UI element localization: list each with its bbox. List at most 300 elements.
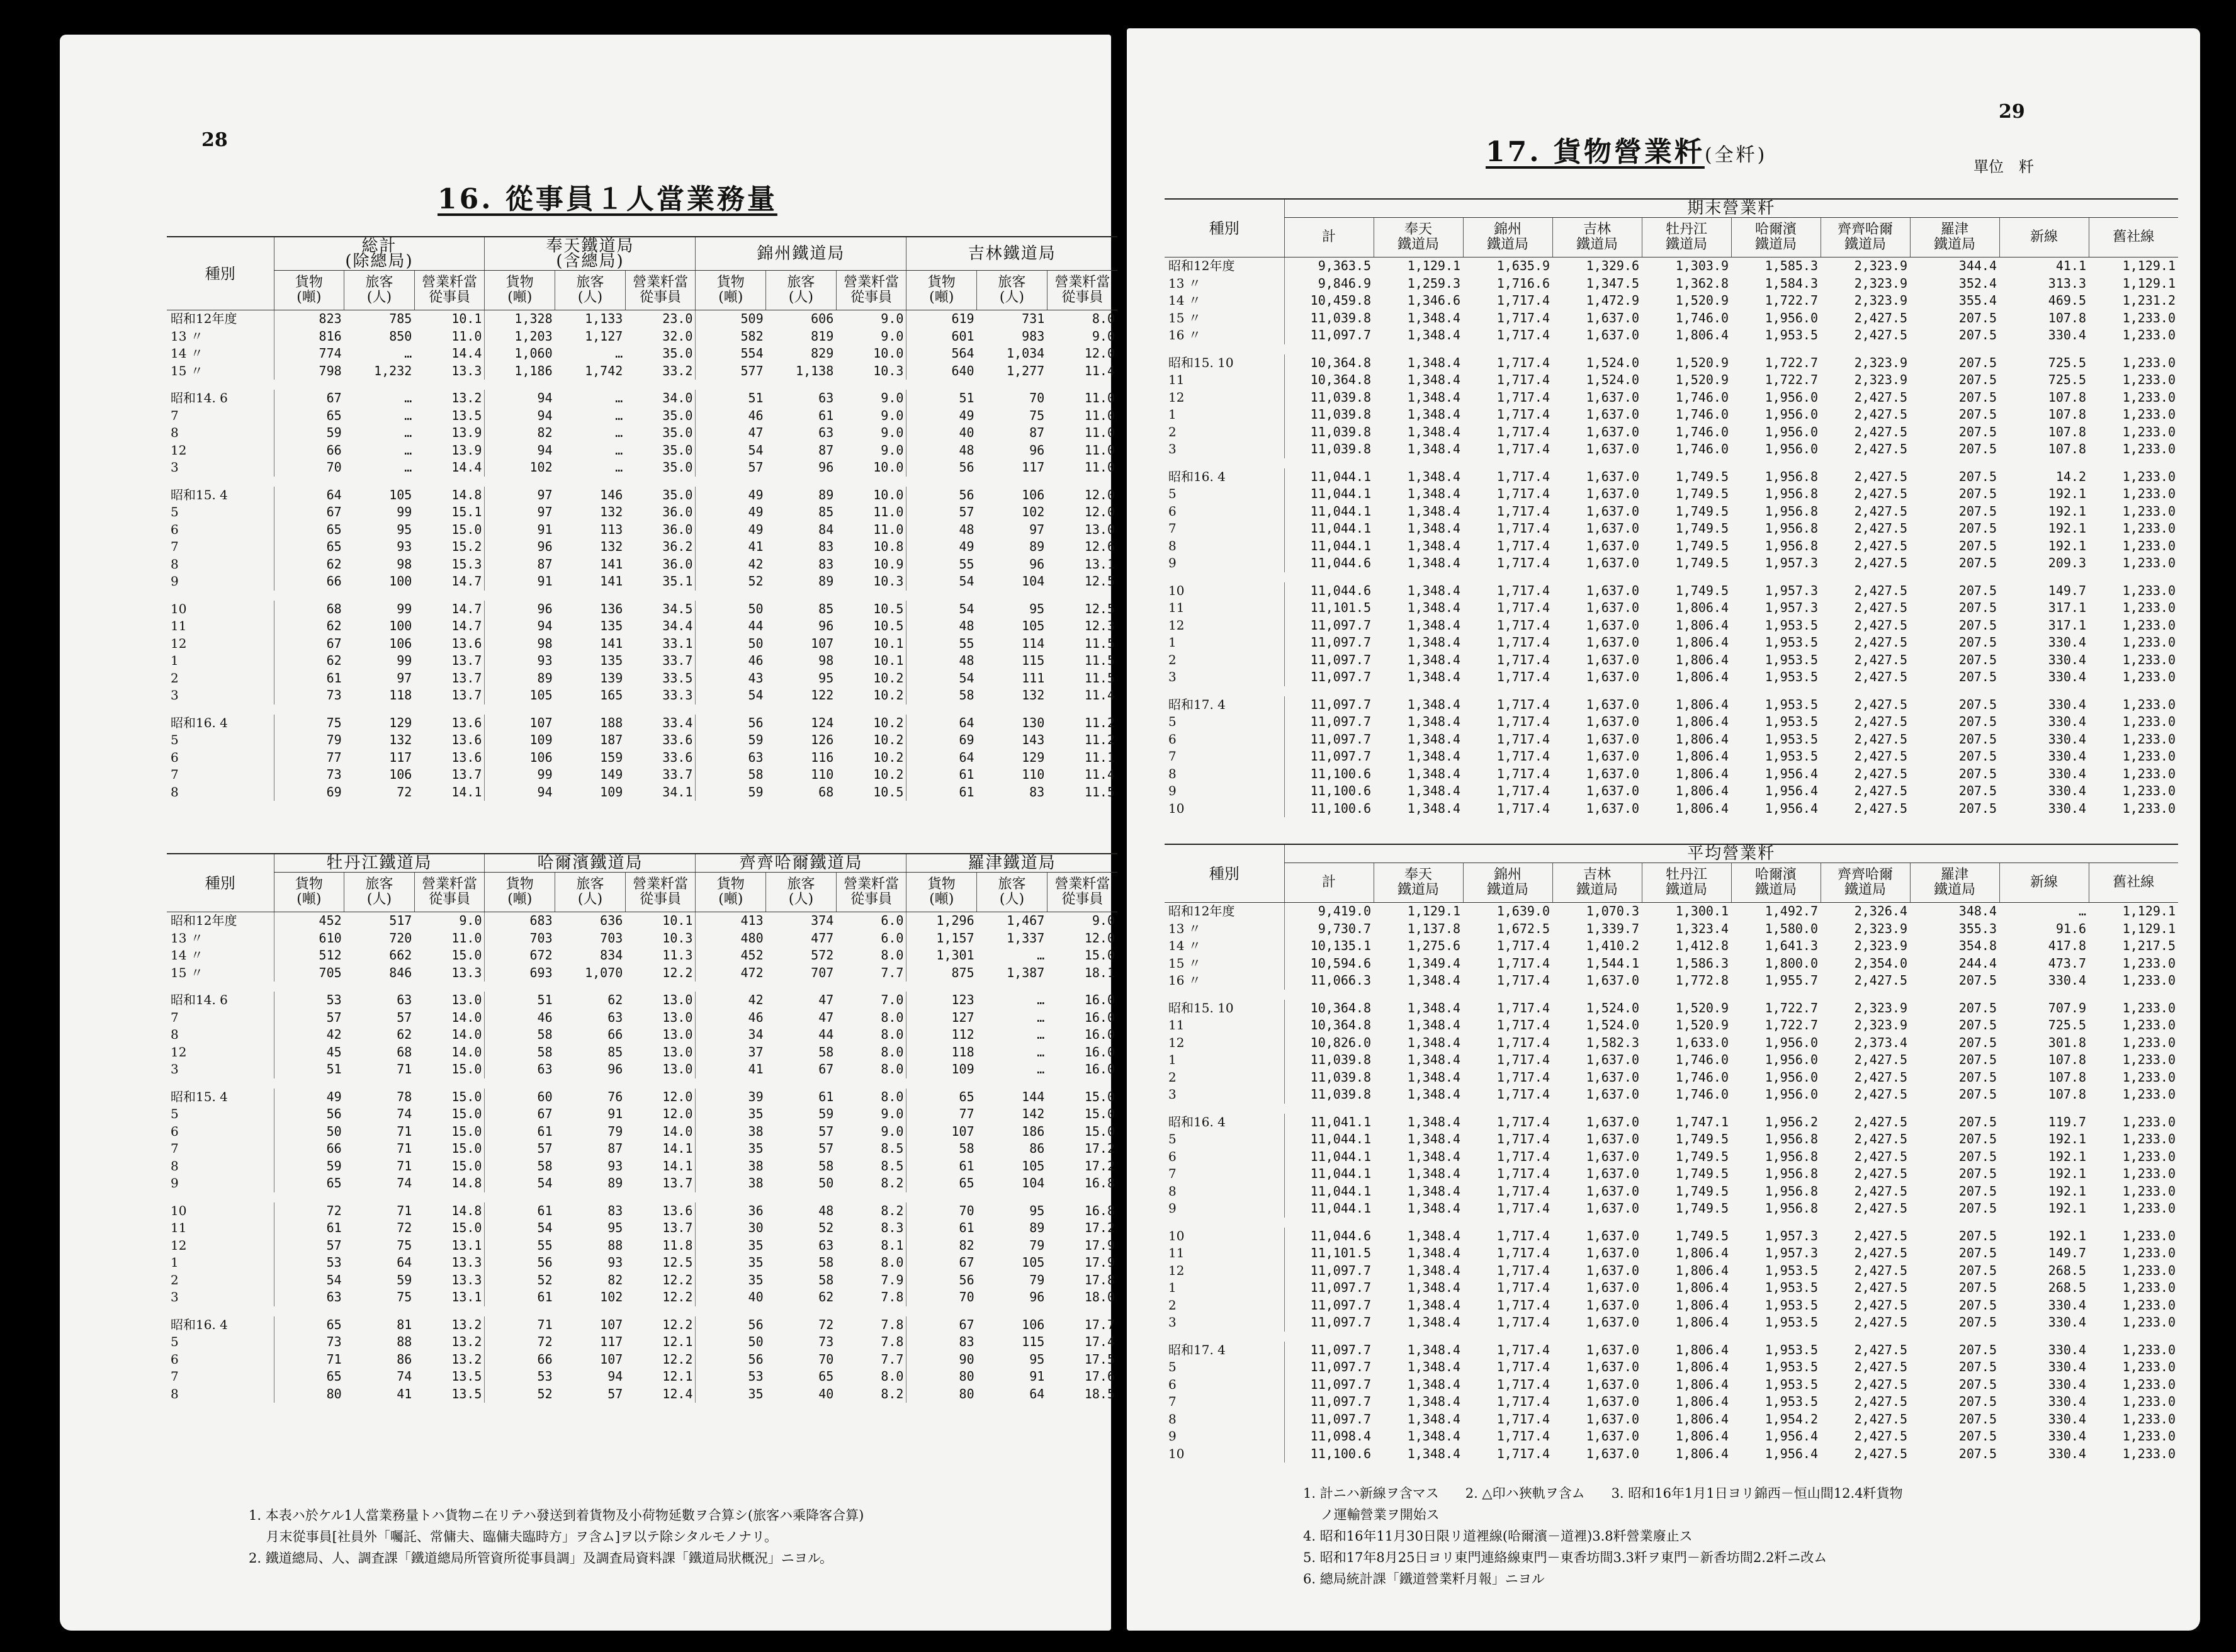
cell-value: 1,717.4 bbox=[1496, 521, 1550, 536]
table-row bbox=[167, 766, 1117, 784]
cell-value: 1,233.0 bbox=[2122, 441, 2176, 456]
cell-value: 77 bbox=[906, 1106, 977, 1123]
cell-value: 731 bbox=[1022, 311, 1045, 326]
sub-header: 貨物 (噸) bbox=[274, 873, 344, 912]
cell-value: 7.8 bbox=[881, 1289, 904, 1304]
cell-value: 12.2 bbox=[662, 1272, 693, 1287]
cell-value: 107.8 bbox=[2048, 1069, 2086, 1085]
row-label: 14 〃 bbox=[171, 948, 203, 963]
cell-value: 10,135.1 bbox=[1284, 937, 1374, 955]
cell-value: 1,520.9 bbox=[1675, 372, 1729, 387]
cell-value: 14.8 bbox=[451, 1175, 482, 1191]
column-header: 新線 bbox=[1999, 218, 2089, 257]
cell-value: 11.0 bbox=[451, 328, 482, 344]
cell-value: … bbox=[404, 407, 412, 423]
cell-value: 14.2 bbox=[2055, 468, 2086, 484]
cell-value: 9.0 bbox=[881, 442, 904, 458]
cell-value: 10,364.8 bbox=[1284, 1000, 1374, 1017]
cell-value: 1,637.0 bbox=[1586, 1394, 1639, 1409]
table-row bbox=[1165, 1376, 2178, 1394]
cell-value: 1,717.4 bbox=[1496, 372, 1550, 387]
cell-value: 7.8 bbox=[881, 1316, 904, 1332]
cell-value: 35.0 bbox=[662, 425, 693, 440]
group-header: 奉天鐵道局 (含總局) bbox=[485, 237, 696, 271]
cell-value: 11,097.7 bbox=[1284, 1314, 1374, 1332]
cell-value: 79 bbox=[607, 1123, 623, 1139]
cell-value: 14.4 bbox=[451, 460, 482, 475]
cell-value: 1,348.4 bbox=[1407, 635, 1460, 650]
cell-value: 1,585.3 bbox=[1765, 258, 1818, 273]
cell-value: 10.0 bbox=[873, 460, 904, 475]
cell-value: 57 bbox=[397, 1009, 412, 1025]
cell-value: 1,717.4 bbox=[1496, 635, 1550, 650]
cell-value: 1,637.0 bbox=[1586, 389, 1639, 405]
cell-value: 1,348.4 bbox=[1407, 1228, 1460, 1243]
cell-value: 1,637.0 bbox=[1586, 1087, 1639, 1102]
cell-value: 1,410.2 bbox=[1586, 938, 1639, 953]
cell-value: 94 bbox=[607, 1369, 623, 1384]
cell-value: 88 bbox=[397, 1334, 412, 1349]
cell-value: 11,044.1 bbox=[1284, 468, 1374, 486]
sub-header: 旅客 (人) bbox=[555, 271, 626, 310]
cell-value: 1,717.4 bbox=[1496, 1000, 1550, 1016]
cell-value: 8.0 bbox=[1092, 311, 1115, 326]
group-header: 齊齊哈爾鐵道局 bbox=[696, 854, 906, 873]
cell-value: 1,806.4 bbox=[1675, 1245, 1729, 1260]
row-label: 7 bbox=[171, 1369, 179, 1384]
cell-value: 1,233.0 bbox=[2122, 1376, 2176, 1392]
cell-value: 17.6 bbox=[1084, 1369, 1115, 1384]
cell-value: … bbox=[404, 425, 412, 440]
cell-value: 15.0 bbox=[451, 1089, 482, 1104]
cell-value: 1,956.4 bbox=[1765, 766, 1818, 781]
cell-value: 1,348.4 bbox=[1407, 354, 1460, 370]
cell-value: 2,427.5 bbox=[1854, 389, 1907, 405]
cell-value: 1,956.8 bbox=[1765, 521, 1818, 536]
row-label: 5 bbox=[1168, 1359, 1177, 1374]
cell-value: 68 bbox=[274, 601, 344, 618]
cell-value: 13.9 bbox=[451, 425, 482, 440]
cell-value: 13.6 bbox=[451, 715, 482, 730]
row-label: 1 bbox=[1168, 407, 1177, 422]
cell-value: 1,806.4 bbox=[1675, 766, 1729, 781]
cell-value: 102 bbox=[485, 459, 555, 477]
cell-value: 12.2 bbox=[662, 1351, 693, 1367]
table-row bbox=[1165, 1034, 2178, 1052]
cell-value: 1,717.4 bbox=[1496, 503, 1550, 519]
column-header: 奉天 鐵道局 bbox=[1374, 863, 1463, 903]
cell-value: … bbox=[1037, 1044, 1045, 1060]
cell-value: 65 bbox=[274, 1316, 344, 1334]
row-label: 昭和15. 10 bbox=[1168, 1000, 1234, 1016]
cell-value: 11,044.6 bbox=[1284, 555, 1374, 572]
cell-value: 207.5 bbox=[1958, 1342, 1997, 1357]
table-row bbox=[167, 670, 1117, 687]
cell-value: 1,953.5 bbox=[1765, 327, 1818, 342]
cell-value: 12.6 bbox=[1084, 539, 1115, 554]
row-label: 2 bbox=[1168, 1297, 1177, 1313]
cell-value: 1,637.0 bbox=[1586, 1069, 1639, 1085]
cell-value: 66 bbox=[607, 1027, 623, 1042]
cell-value: 10.2 bbox=[873, 687, 904, 703]
cell-value: 1,233.0 bbox=[2122, 1429, 2176, 1444]
row-label: 11 bbox=[171, 618, 187, 633]
row-label: 昭和14. 6 bbox=[171, 992, 228, 1007]
row-label: 13 〃 bbox=[1168, 920, 1201, 936]
cell-value: 1,717.4 bbox=[1496, 1445, 1550, 1461]
table-row bbox=[1165, 257, 2178, 275]
cell-value: 54 bbox=[906, 670, 977, 687]
sub-header: 貨物 (噸) bbox=[906, 271, 977, 310]
cell-value: 1,717.4 bbox=[1496, 1228, 1550, 1243]
cell-value: 99 bbox=[485, 766, 555, 784]
cell-value: 52 bbox=[485, 1386, 555, 1403]
cell-value: 1,749.5 bbox=[1675, 1183, 1729, 1199]
row-label: 昭和15. 4 bbox=[171, 487, 228, 502]
table-row bbox=[167, 380, 1117, 390]
row-label: 昭和12年度 bbox=[171, 311, 237, 326]
cell-value: 87 bbox=[485, 556, 555, 574]
cell-value: 82 bbox=[485, 424, 555, 442]
cell-value: 1,233.0 bbox=[2122, 1411, 2176, 1427]
table-row bbox=[1165, 599, 2178, 617]
cell-value: 2,427.5 bbox=[1854, 521, 1907, 536]
cell-value: 124 bbox=[811, 715, 834, 730]
cell-value: 207.5 bbox=[1958, 714, 1997, 729]
cell-value: 1,717.4 bbox=[1496, 1148, 1550, 1164]
row-label: 5 bbox=[171, 732, 179, 747]
table-row bbox=[1165, 990, 2178, 1000]
row-label: 5 bbox=[171, 1106, 179, 1121]
cell-value: 12.5 bbox=[662, 1255, 693, 1270]
cell-value: 1,296 bbox=[906, 912, 977, 930]
cell-value: 13.0 bbox=[451, 992, 482, 1007]
cell-value: 49 bbox=[274, 1089, 344, 1106]
cell-value: 88 bbox=[607, 1237, 623, 1253]
cell-value: 207.5 bbox=[1958, 600, 1997, 615]
cell-value: 1,717.4 bbox=[1496, 1376, 1550, 1392]
cell-value: 52 bbox=[818, 1220, 834, 1235]
cell-value: 42 bbox=[274, 1026, 344, 1044]
cell-value: 207.5 bbox=[1958, 1411, 1997, 1427]
row-label: 3 bbox=[171, 1061, 179, 1077]
cell-value: 37 bbox=[696, 1044, 766, 1061]
cell-value: 14.1 bbox=[662, 1141, 693, 1156]
table-row bbox=[1165, 617, 2178, 635]
cell-value: 1,348.4 bbox=[1407, 310, 1460, 325]
cell-value: 1,524.0 bbox=[1586, 354, 1639, 370]
cell-value: 11.0 bbox=[873, 504, 904, 519]
cell-value: 62 bbox=[607, 992, 623, 1007]
table-row bbox=[1165, 955, 2178, 973]
cell-value: 65 bbox=[906, 1175, 977, 1192]
cell-value: 2,427.5 bbox=[1854, 310, 1907, 325]
cell-value: 84 bbox=[818, 521, 834, 537]
cell-value: 1,348.4 bbox=[1407, 783, 1460, 798]
category-header: 種別 bbox=[1165, 844, 1284, 903]
cell-value: 35 bbox=[696, 1254, 766, 1272]
cell-value: 1,186 bbox=[485, 363, 555, 380]
sub-header: 營業粁當 從事員 bbox=[414, 271, 485, 310]
cell-value: 9.0 bbox=[881, 425, 904, 440]
cell-value: 159 bbox=[600, 749, 623, 765]
table-row bbox=[167, 1386, 1117, 1403]
cell-value: 207.5 bbox=[1958, 354, 1997, 370]
cell-value: 330.4 bbox=[2048, 714, 2086, 729]
cell-value: 46 bbox=[696, 652, 766, 670]
cell-value: 93 bbox=[607, 1158, 623, 1174]
row-label: 1 bbox=[1168, 1280, 1177, 1295]
row-label: 昭和16. 4 bbox=[1168, 1114, 1226, 1129]
cell-value: 56 bbox=[696, 1351, 766, 1369]
cell-value: 1,956.0 bbox=[1765, 1052, 1818, 1067]
row-label: 9 bbox=[1168, 555, 1177, 570]
cell-value: 50 bbox=[818, 1175, 834, 1191]
cell-value: 703 bbox=[600, 930, 623, 946]
cell-value: 55 bbox=[906, 635, 977, 653]
cell-value: 983 bbox=[1022, 328, 1045, 344]
cell-value: 58 bbox=[696, 766, 766, 784]
cell-value: 65 bbox=[274, 1368, 344, 1386]
cell-value: 1,637.0 bbox=[1586, 424, 1639, 439]
cell-value: 33.2 bbox=[662, 363, 693, 378]
cell-value: 1,716.6 bbox=[1496, 275, 1550, 291]
cell-value: 207.5 bbox=[1958, 1376, 1997, 1392]
cell-value: 13.7 bbox=[451, 767, 482, 782]
cell-value: 94 bbox=[485, 442, 555, 460]
cell-value: 2,323.9 bbox=[1854, 920, 1907, 936]
cell-value: 1,717.4 bbox=[1496, 354, 1550, 370]
cell-value: 1,717.4 bbox=[1496, 468, 1550, 484]
cell-value: 99 bbox=[397, 601, 412, 616]
cell-value: 8.5 bbox=[881, 1158, 904, 1174]
cell-value: 725.5 bbox=[2048, 1017, 2086, 1032]
cell-value: 2,326.4 bbox=[1854, 903, 1907, 919]
cell-value: 1,717.4 bbox=[1496, 1017, 1550, 1032]
sub-header: 貨物 (噸) bbox=[274, 271, 344, 310]
cell-value: 2,427.5 bbox=[1854, 1342, 1907, 1357]
cell-value: 1,956.8 bbox=[1765, 1183, 1818, 1199]
table-row bbox=[1165, 652, 2178, 669]
cell-value: 18.1 bbox=[1084, 965, 1115, 980]
cell-value: 59 bbox=[696, 732, 766, 749]
cell-value: 115 bbox=[1022, 1334, 1045, 1349]
cell-value: 1,749.5 bbox=[1675, 1131, 1729, 1146]
cell-value: 107 bbox=[811, 635, 834, 651]
sub-header: 貨物 (噸) bbox=[485, 873, 555, 912]
cell-value: 1,348.4 bbox=[1407, 389, 1460, 405]
cell-value: 1,233.0 bbox=[2122, 955, 2176, 971]
cell-value: 11,100.6 bbox=[1284, 783, 1374, 800]
cell-value: 1,520.9 bbox=[1675, 293, 1729, 308]
cell-value: 11,039.8 bbox=[1284, 310, 1374, 327]
cell-value: 83 bbox=[818, 556, 834, 572]
cell-value: 1,233.0 bbox=[2122, 766, 2176, 781]
cell-value: 1,746.0 bbox=[1675, 1052, 1729, 1067]
cell-value: 9,419.0 bbox=[1284, 903, 1374, 920]
table-row bbox=[1165, 920, 2178, 938]
cell-value: 2,427.5 bbox=[1854, 1315, 1907, 1330]
cell-value: 1,956.0 bbox=[1765, 1069, 1818, 1085]
cell-value: 7.0 bbox=[881, 992, 904, 1007]
row-label: 10 bbox=[1168, 1445, 1185, 1461]
sub-header: 旅客 (人) bbox=[766, 873, 837, 912]
cell-value: 1,233.0 bbox=[2122, 521, 2176, 536]
cell-value: 207.5 bbox=[1958, 669, 1997, 684]
cell-value: 13.0 bbox=[662, 1027, 693, 1042]
cell-value: 59 bbox=[274, 1158, 344, 1175]
table-row bbox=[1165, 1218, 2178, 1228]
cell-value: 1,060 bbox=[485, 345, 555, 363]
cell-value: 601 bbox=[906, 328, 977, 346]
table-row bbox=[1165, 354, 2178, 372]
cell-value: 13.7 bbox=[451, 687, 482, 703]
cell-value: 63 bbox=[397, 992, 412, 1007]
cell-value: 2,427.5 bbox=[1854, 538, 1907, 553]
cell-value: 1,717.4 bbox=[1496, 1201, 1550, 1216]
cell-value: 15.0 bbox=[1084, 948, 1115, 963]
cell-value: 473.7 bbox=[2048, 955, 2086, 971]
cell-value: 2,427.5 bbox=[1854, 696, 1907, 712]
table-row bbox=[167, 521, 1117, 539]
cell-value: 512 bbox=[274, 947, 344, 965]
cell-value: 1,348.4 bbox=[1407, 1052, 1460, 1067]
table-row bbox=[1165, 572, 2178, 582]
sub-header: 旅客 (人) bbox=[977, 271, 1047, 310]
column-header: 舊社線 bbox=[2089, 218, 2178, 257]
data-table-staff-1 bbox=[167, 236, 1117, 801]
cell-value: 875 bbox=[906, 965, 977, 982]
cell-value: 62 bbox=[818, 1289, 834, 1304]
table-row bbox=[1165, 1411, 2178, 1429]
cell-value: 1,129.1 bbox=[2122, 258, 2176, 273]
cell-value: 1,953.5 bbox=[1765, 696, 1818, 712]
cell-value: 1,957.3 bbox=[1765, 600, 1818, 615]
cell-value: 1,953.5 bbox=[1765, 1394, 1818, 1409]
cell-value: 87 bbox=[818, 442, 834, 458]
cell-value: 107.8 bbox=[2048, 310, 2086, 325]
row-label: 15 〃 bbox=[1168, 310, 1201, 325]
cell-value: 1,956.0 bbox=[1765, 389, 1818, 405]
row-label: 8 bbox=[171, 784, 179, 800]
cell-value: 1,717.4 bbox=[1496, 766, 1550, 781]
cell-value: 35.0 bbox=[662, 487, 693, 502]
cell-value: 34.0 bbox=[662, 390, 693, 405]
cell-value: 11,044.1 bbox=[1284, 503, 1374, 521]
cell-value: 1,233.0 bbox=[2122, 1315, 2176, 1330]
cell-value: 2,427.5 bbox=[1854, 1262, 1907, 1278]
cell-value: 33.5 bbox=[662, 670, 693, 686]
cell-value: 13.5 bbox=[451, 1369, 482, 1384]
row-label: 6 bbox=[1168, 731, 1177, 747]
cell-value: 1,348.4 bbox=[1407, 1069, 1460, 1085]
cell-value: 1,233.0 bbox=[2122, 407, 2176, 422]
cell-value: 15.0 bbox=[1084, 1106, 1115, 1121]
cell-value: 1,717.4 bbox=[1496, 310, 1550, 325]
cell-value: 122 bbox=[811, 687, 834, 703]
cell-value: 117 bbox=[389, 749, 412, 765]
cell-value: 49 bbox=[906, 538, 977, 556]
cell-value: 517 bbox=[389, 913, 412, 928]
cell-value: 1,717.4 bbox=[1496, 389, 1550, 405]
cell-value: 79 bbox=[1029, 1237, 1045, 1253]
sub-header: 營業粁當 從事員 bbox=[836, 271, 906, 310]
table-row bbox=[1165, 1342, 2178, 1359]
cell-value: 51 bbox=[485, 992, 555, 1009]
cell-value: 1,749.5 bbox=[1675, 503, 1729, 519]
column-header: 吉林 鐵道局 bbox=[1552, 863, 1642, 903]
cell-value: … bbox=[404, 442, 412, 458]
column-header: 羅津 鐵道局 bbox=[1910, 863, 1999, 903]
cell-value: 95 bbox=[818, 670, 834, 686]
cell-value: 1,955.7 bbox=[1765, 973, 1818, 988]
cell-value: 1,520.9 bbox=[1675, 354, 1729, 370]
table-row bbox=[167, 601, 1117, 618]
cell-value: 9.0 bbox=[881, 407, 904, 423]
cell-value: 11.4 bbox=[1084, 363, 1115, 378]
table-row bbox=[1165, 937, 2178, 955]
cell-value: 35 bbox=[696, 1140, 766, 1158]
table-row bbox=[167, 992, 1117, 1009]
cell-value: 1,233.0 bbox=[2122, 1087, 2176, 1102]
cell-value: 1,717.4 bbox=[1496, 1315, 1550, 1330]
cell-value: 95 bbox=[607, 1220, 623, 1235]
cell-value: 8.0 bbox=[881, 1027, 904, 1042]
table-row bbox=[1165, 310, 2178, 327]
cell-value: 207.5 bbox=[1958, 1183, 1997, 1199]
cell-value: 39 bbox=[696, 1089, 766, 1106]
cell-value: 301.8 bbox=[2048, 1034, 2086, 1050]
cell-value: 38 bbox=[696, 1175, 766, 1192]
cell-value: 91.6 bbox=[2055, 920, 2086, 936]
cell-value: … bbox=[1037, 1009, 1045, 1025]
cell-value: 1,348.4 bbox=[1407, 600, 1460, 615]
row-label: 5 bbox=[171, 1334, 179, 1349]
table-row bbox=[1165, 1131, 2178, 1148]
cell-value: 14.8 bbox=[451, 1202, 482, 1218]
cell-value: 1,717.4 bbox=[1496, 617, 1550, 633]
cell-value: 61 bbox=[818, 407, 834, 423]
sub-header: 營業粁當 從事員 bbox=[625, 873, 696, 912]
cell-value: 15.0 bbox=[451, 1106, 482, 1121]
cell-value: 2,323.9 bbox=[1854, 1017, 1907, 1032]
table-row bbox=[1165, 503, 2178, 521]
cell-value: 1,233.0 bbox=[2122, 1148, 2176, 1164]
cell-value: 11,097.7 bbox=[1284, 652, 1374, 669]
cell-value: 58 bbox=[818, 1272, 834, 1287]
cell-value: 107.8 bbox=[2048, 1087, 2086, 1102]
cell-value: 54 bbox=[485, 1219, 555, 1237]
cell-value: 74 bbox=[397, 1369, 412, 1384]
cell-value: 330.4 bbox=[2048, 731, 2086, 747]
column-header: 計 bbox=[1284, 863, 1374, 903]
cell-value: 1,129.1 bbox=[2122, 903, 2176, 919]
cell-value: 207.5 bbox=[1958, 1280, 1997, 1295]
cell-value: 1,717.4 bbox=[1496, 1429, 1550, 1444]
cell-value: 32.0 bbox=[662, 328, 693, 344]
cell-value: 11,097.7 bbox=[1284, 327, 1374, 344]
table-row bbox=[1165, 327, 2178, 344]
cell-value: 1,637.0 bbox=[1586, 766, 1639, 781]
cell-value: 1,806.4 bbox=[1675, 1297, 1729, 1313]
cell-value: 100 bbox=[389, 618, 412, 633]
cell-value: 13.5 bbox=[451, 1386, 482, 1401]
row-label: 1 bbox=[1168, 1052, 1177, 1067]
cell-value: 1,348.4 bbox=[1407, 1148, 1460, 1164]
cell-value: 1,717.4 bbox=[1496, 1087, 1550, 1102]
cell-value: 86 bbox=[1029, 1141, 1045, 1156]
cell-value: 8.0 bbox=[881, 1089, 904, 1104]
